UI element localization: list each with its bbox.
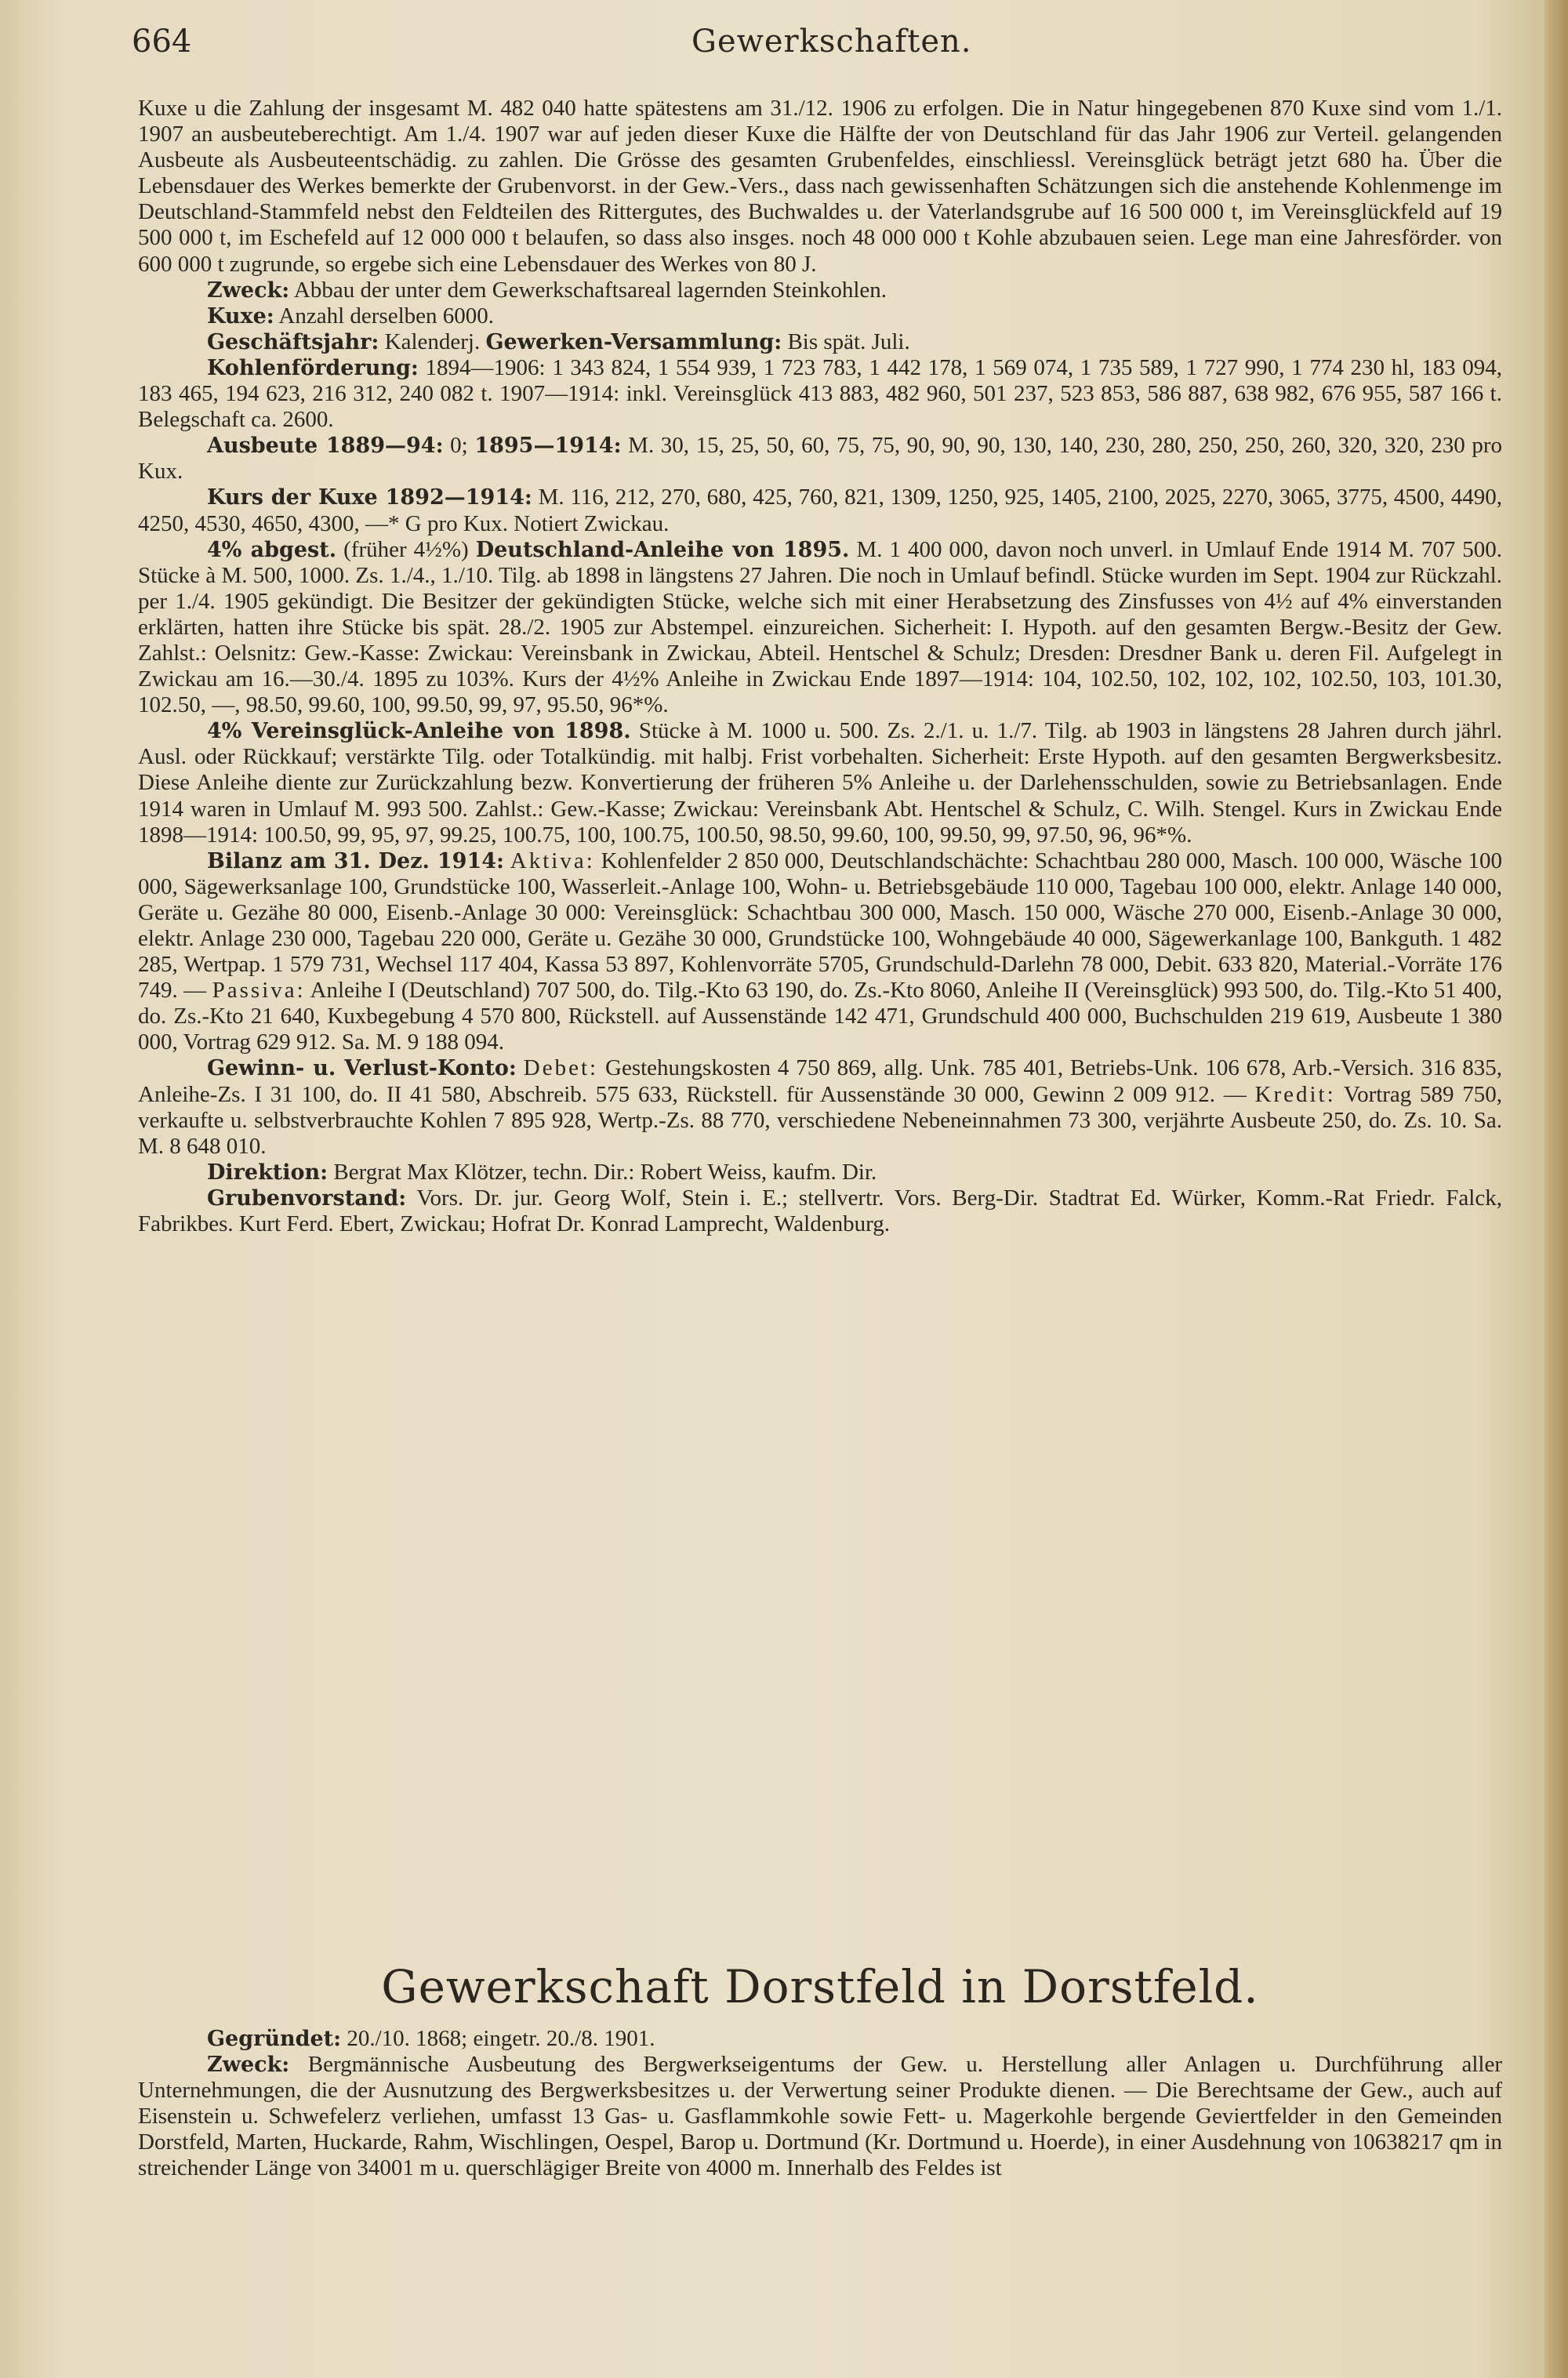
kredit-text: Vortrag 589 750, verkaufte u. selbstverbrauchte Kohlen 7 895 928, Wertp.-Zs. 88 770, verschiedene Nebeneinnahmen 73 300, verjährte Ausbeute 250, do. Zs. 10. Sa. M. 8 648 010.: [138, 1081, 1503, 1159]
aktiva-text: Kohlenfelder 2 850 000, Deutschlandschächte: Schachtbau 280 000, Masch. 100 000, Wäsche 100 000, Sägewerksanlage 100, Grundstücke 100, Wasserleit.-Anlage 100, Wohn- u. Betriebsgebäude 110 000, Tagebau 100 000, elektr. Anlage 140 000, Geräte u. Gezähe 80 000, Eisenb.-Anlage 30 000: Vereinsglück: Schachtbau 300 000, Masch. 150 000, Wäsche 270 000, Eisenb.-Anlage 30 000, elektr. Anlage 230 000, Tagebau 220 000, Geräte u. Gezähe 30 000, Grundstücke 100, Wohngebäude 40 000, Sägewerkanlage 100, Bankguth. 1 482 285, Wertpap. 1 579 731, Wechsel 117 404, Kassa 53 897, Kohlenvorräte 5705, Grundschuld-Darlehn 78 000, Debit. 633 820, Material.-Vorräte 176 749. —: [138, 848, 1502, 1004]
section-title: Gewerkschaft Dorstfeld in Dorstfeld.: [381, 1960, 1259, 2013]
direktion-entry: [138, 1160, 1502, 1185]
grubenvorstand-label: Grubenvorstand:: [207, 1185, 407, 1211]
gewinn-entry: [138, 1055, 1502, 1159]
anleihe-1898-text: Stücke à M. 1000 u. 500. Zs. 2./1. u. 1./7. Tilg. ab 1903 in längstens 28 Jahren durch jährl. Ausl. oder Rückkauf; verstärkte Tilg. oder Totalkündig. mit halbj. Frist vorbehalten. Sicherheit: Erste Hypoth. auf den gesamten Bergwerksbesitz. Diese Anleihe diente zur Zurückzahlung bezw. Konvertierung der früheren 5% Anleihe u. der Darlehensschulden, sowie zu Betriebsanlagen. Ende 1914 waren in Umlauf M. 993 500. Zahlst.: Gew.-Kasse; Zwickau: Vereinsbank Abt. Hentschel & Schulz, C. Wilh. Stengel. Kurs in Zwickau Ende 1898—1914: 100.50, 99, 95, 97, 99.25, 100.75, 100, 100.75, 100.50, 98.50, 99.60, 100, 99.50, 99, 97.50, 96, 96*%.: [138, 718, 1503, 848]
anleihe-1895-text-1: (früher 4½%): [343, 536, 469, 562]
debet-label: Debet:: [523, 1055, 599, 1081]
geschaeftsjahr-label: Geschäftsjahr:: [207, 329, 379, 354]
kurs-entry: [138, 485, 1502, 536]
geschaeftsjahr-text: Kalenderj.: [384, 329, 481, 354]
kuxe-text: Anzahl derselben 6000.: [278, 303, 495, 329]
kredit-label: Kredit:: [1254, 1081, 1336, 1107]
anleihe-1898-label: 4% Vereinsglück-Anleihe von 1898.: [207, 719, 631, 744]
bilanz-label: Bilanz am 31. Dez. 1914:: [207, 848, 504, 873]
direktion-label: Direktion:: [207, 1160, 328, 1185]
ausbeute-label: Ausbeute 1889—94:: [207, 434, 444, 459]
article-body: [138, 96, 1502, 1237]
gewerken-versammlung-text: Bis spät. Juli.: [787, 329, 910, 354]
gegruendet-entry: [138, 2026, 1502, 2052]
passiva-label: Passiva:: [212, 978, 306, 1004]
kurs-text: M. 116, 212, 270, 680, 425, 760, 821, 1309, 1250, 925, 1405, 2100, 2025, 2270, 3065, 3775, 4500, 4490, 4250, 4530, 4650, 4300, —* G pro Kux. Notiert Zwickau.: [138, 485, 1503, 536]
geschaeftsjahr-entry: [138, 329, 1502, 355]
kohlenfoerderung-text: 1894—1906: 1 343 824, 1 554 939, 1 723 783, 1 442 178, 1 569 074, 1 735 589, 1 727 990, 1 774 230 hl, 183 094, 183 465, 194 623, 216 312, 240 082 t. 1907—1914: inkl. Vereinsglück 413 883, 482 960, 501 237, 523 853, 586 887, 638 982, 676 955, 587 166 t. Belegschaft ca. 2600.: [138, 354, 1502, 433]
ausbeute-text-2: M. 30, 15, 25, 50, 60, 75, 75, 90, 90, 90, 130, 140, 230, 280, 250, 250, 260, 320, 320, 230 pro Kux.: [138, 433, 1502, 485]
section-body: [138, 2026, 1502, 2182]
section-zweck-text: Bergmännische Ausbeutung des Bergwerkseigentums der Gew. u. Herstellung aller Anlagen u. Durchführung aller Unternehmungen, die der Ausnutzung des Bergwerksbesitzes u. der Verwertung seiner Produkte dienen. — Die Berechtsame der Gew., auch auf Eisenstein u. Schwefelerz verliehen, umfasst 13 Gas- u. Gasflammkohle sowie Fett- u. Magerkohle bergende Geviertfelder in den Gemeinden Dorstfeld, Marten, Huckarde, Rahm, Wischlingen, Oespel, Barop u. Dortmund (Kr. Dortmund u. Hoerde), in einer Ausdehnung von 10638217 qm in streichender Länge von 34001 m u. querschlägiger Breite von 4000 m. Innerhalb des Feldes ist: [138, 2052, 1503, 2181]
anleihe-1898-entry: [138, 718, 1502, 848]
gegruendet-text: 20./10. 1868; eingetr. 20./8. 1901.: [347, 2026, 655, 2051]
debet-text: Gestehungskosten 4 750 869, allg. Unk. 785 401, Betriebs-Unk. 106 678, Arb.-Versich. 316 835, Anleihe-Zs. I 31 100, do. II 41 580, Abschreib. 575 633, Rückstell. für Aussenstände 30 000, Gewinn 2 009 912. —: [138, 1055, 1503, 1107]
anleihe-1895-entry: [138, 537, 1502, 719]
zweck-text: Abbau der unter dem Gewerkschaftsareal lagernden Steinkohlen.: [293, 277, 887, 303]
kurs-label: Kurs der Kuxe 1892—1914:: [207, 485, 532, 510]
direktion-text: Bergrat Max Klötzer, techn. Dir.: Robert Weiss, kaufm. Dir.: [333, 1159, 877, 1185]
running-title: Gewerkschaften.: [691, 24, 972, 60]
ausbeute-entry: [138, 433, 1502, 485]
book-spine: [1544, 0, 1568, 2378]
anleihe-1895-text-2: M. 1 400 000, davon noch unverl. in Umlauf Ende 1914 M. 707 500. Stücke à M. 500, 1000. Zs. 1./4., 1./10. Tilg. ab 1898 in längstens 27 Jahren. Die noch in Umlauf befindl. Stücke wurden im Sept. 1904 zur Rückzahl. per 1./4. 1905 gekündigt. Die Besitzer der gekündigten Stücke, welche sich mit einer Herabsetzung des Zinsfusses von 4½ auf 4% einverstanden erklärten, hatten ihre Stücke bis spät. 28./2. 1905 zur Abstempel. einzureichen. Sicherheit: I. Hypoth. auf den gesamten Bergw.-Besitz der Gew. Zahlst.: Oelsnitz: Gew.-Kasse: Zwickau: Vereinsbank in Zwickau, Abteil. Hentschel & Schulz; Dresden: Dresdner Bank u. deren Fil. Aufgelegt in Zwickau am 16.—30./4. 1895 zu 103%. Kurs der 4½% Anleihe in Zwickau Ende 1897—1914: 104, 102.50, 102, 102, 102, 102.50, 103, 101.30, 102.50, —, 98.50, 99.60, 100, 99.50, 99, 97, 95.50, 96*%.: [138, 536, 1502, 718]
ausbeute-text: 0;: [450, 433, 468, 459]
section-zweck-label: Zweck:: [207, 2053, 290, 2078]
ausbeute-label-2: 1895—1914:: [474, 434, 622, 459]
zweck-entry: [138, 278, 1502, 303]
gewerken-versammlung-label: Gewerken-Versammlung:: [485, 329, 782, 354]
kuxe-entry: [138, 303, 1502, 329]
gewinn-label: Gewinn- u. Verlust-Konto:: [207, 1056, 517, 1081]
kuxe-label: Kuxe:: [207, 303, 274, 329]
anleihe-1895-label-1: 4% abgest.: [207, 537, 337, 562]
kohlenfoerderung-entry: [138, 355, 1502, 433]
grubenvorstand-entry: [138, 1185, 1502, 1237]
section-zweck-entry: [138, 2052, 1502, 2181]
zweck-label: Zweck:: [207, 278, 290, 303]
bilanz-entry: [138, 848, 1502, 1056]
anleihe-1895-label-2: Deutschland-Anleihe von 1895.: [475, 537, 850, 562]
intro-paragraph: Kuxe u die Zahlung der insgesamt M. 482 040 hatte spätestens am 31./12. 1906 zu erfolgen. Die in Natur hingegebenen 870 Kuxe sind vom 1./1. 1907 an ausbeuteberechtigt. Am 1./4. 1907 war auf jeden dieser Kuxe die Hälfte der von Deutschland für das Jahr 1906 zur Verteil. gelangenden Ausbeute als Ausbeuteentschädig. zu zahlen. Die Grösse des gesamten Grubenfeldes, einschliessl. Vereinsglück beträgt jetzt 680 ha. Über die Lebensdauer des Werkes bemerkte der Grubenvorst. in der Gew.-Vers., dass nach gewissenhaften Schätzungen sich die anstehende Kohlenmenge im Deutschland-Stammfeld nebst den Feldteilen des Rittergutes, des Buchwaldes u. der Vaterlandsgrube auf 16 500 000 t, im Vereinsglückfeld auf 19 500 000 t, im Eschefeld auf 12 000 000 t belaufen, so dass also insges. noch 48 000 000 t Kohle abzubauen seien. Lege man eine Jahresförder. von 600 000 t zugrunde, so ergebe sich eine Lebensdauer des Werkes von 80 J.: [138, 96, 1502, 277]
passiva-text: Anleihe I (Deutschland) 707 500, do. Tilg.-Kto 63 190, do. Zs.-Kto 8060, Anleihe II (Vereinsglück) 993 500, do. Tilg.-Kto 51 400, do. Zs.-Kto 21 640, Kuxbegebung 4 570 800, Rückstell. auf Aussenstände 142 471, Grundschuld 400 000, Buchschulden 219 619, Ausbeute 1 380 000, Vortrag 629 912. Sa. M. 9 188 094.: [138, 978, 1502, 1055]
gegruendet-label: Gegründet:: [207, 2027, 342, 2051]
page-number: 664: [132, 24, 192, 60]
kohlenfoerderung-label: Kohlenförderung:: [207, 355, 419, 380]
grubenvorstand-text: Vors. Dr. jur. Georg Wolf, Stein i. E.; stellvertr. Vors. Berg-Dir. Stadtrat Ed. Würker, Komm.-Rat Friedr. Falck, Fabrikbes. Kurt Ferd. Ebert, Zwickau; Hofrat Dr. Konrad Lamprecht, Waldenburg.: [138, 1185, 1502, 1237]
page-header: [132, 24, 1496, 71]
aktiva-label: Aktiva:: [510, 848, 595, 873]
